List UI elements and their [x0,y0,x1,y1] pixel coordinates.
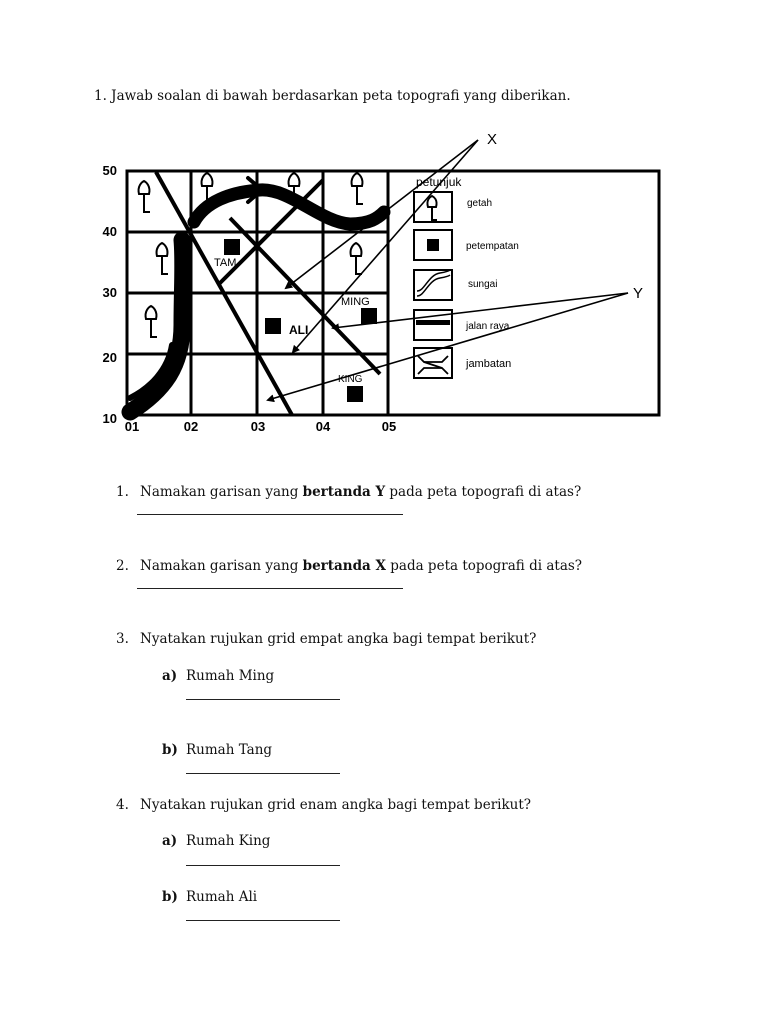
x-label: 05 [381,419,397,434]
sub-letter: b) [162,742,178,758]
y-label: 10 [102,411,117,426]
question-number: 3. [116,631,129,647]
instruction: 1. Jawab soalan di bawah berdasarkan peta topografi yang diberikan. [94,88,571,104]
x-label: 02 [183,419,199,434]
question-number: 1. [116,484,129,500]
question-4a: a) Rumah King [162,833,271,849]
house-label-tam: TAM [214,257,237,269]
sub-letter: a) [162,833,178,849]
y-label: 30 [102,285,117,300]
sub-letter: a) [162,668,178,684]
river-icon [417,270,450,296]
legend-label-jambatan: jambatan [466,358,512,370]
legend-label-sungai: sungai [468,279,498,290]
settlement-square-icon [347,386,363,402]
answer-line[interactable] [186,773,340,774]
pointer-x-label: X [487,131,498,148]
question-3: 3. Nyatakan rujukan grid empat angka bagi tempat berikut? [116,631,537,647]
rubber-tree-icon [351,243,362,274]
x-label: 03 [250,419,266,434]
house-label-ali: ALI [289,323,309,337]
answer-line[interactable] [186,920,340,921]
question-3b: b) Rumah Tang [162,742,273,758]
answer-line[interactable] [186,865,340,866]
legend-label-jalan-raya: jalan raya [466,321,510,332]
answer-line[interactable] [137,514,403,515]
settlement-square-icon [224,239,240,255]
rubber-tree-icon [139,181,150,212]
question-4b: b) Rumah Ali [162,889,258,905]
question-number: 2. [116,558,129,574]
rubber-tree-icon [157,243,168,274]
answer-line[interactable] [137,588,403,589]
topographic-map [0,120,768,450]
settlement-square-icon [427,239,439,251]
question-3a: a) Rumah Ming [162,668,275,684]
question-2: 2. Namakan garisan yang bertanda X pada peta topografi di atas? [116,558,583,574]
settlement-square-icon [265,318,281,334]
y-label: 40 [102,224,117,239]
settlement-square-icon [361,308,377,324]
x-axis-labels [125,419,396,434]
house-label-king: KING [338,374,363,385]
x-label: 01 [124,419,140,434]
y-label: 20 [102,350,117,365]
legend-label-petempatan: petempatan [466,241,519,252]
road-icon [416,320,450,325]
answer-line[interactable] [186,699,340,700]
sub-letter: b) [162,889,178,905]
bridge-icon [418,356,448,374]
question-number: 4. [116,797,129,813]
y-axis-labels [103,163,117,426]
rubber-tree-icon [352,173,363,204]
pointer-y-label: Y [633,285,644,302]
question-4: 4. Nyatakan rujukan grid enam angka bagi tempat berikut? [116,797,531,813]
question-1: 1. Namakan garisan yang bertanda Y pada peta topografi di atas? [116,484,582,500]
house-label-ming: MING [341,296,370,308]
rubber-tree-icon [146,306,157,337]
legend-label-getah: getah [467,198,493,209]
legend [414,175,519,378]
x-label: 04 [315,419,331,434]
legend-title: petunjuk [416,175,462,189]
y-label: 50 [102,163,117,178]
rubber-tree-icon [427,196,437,220]
